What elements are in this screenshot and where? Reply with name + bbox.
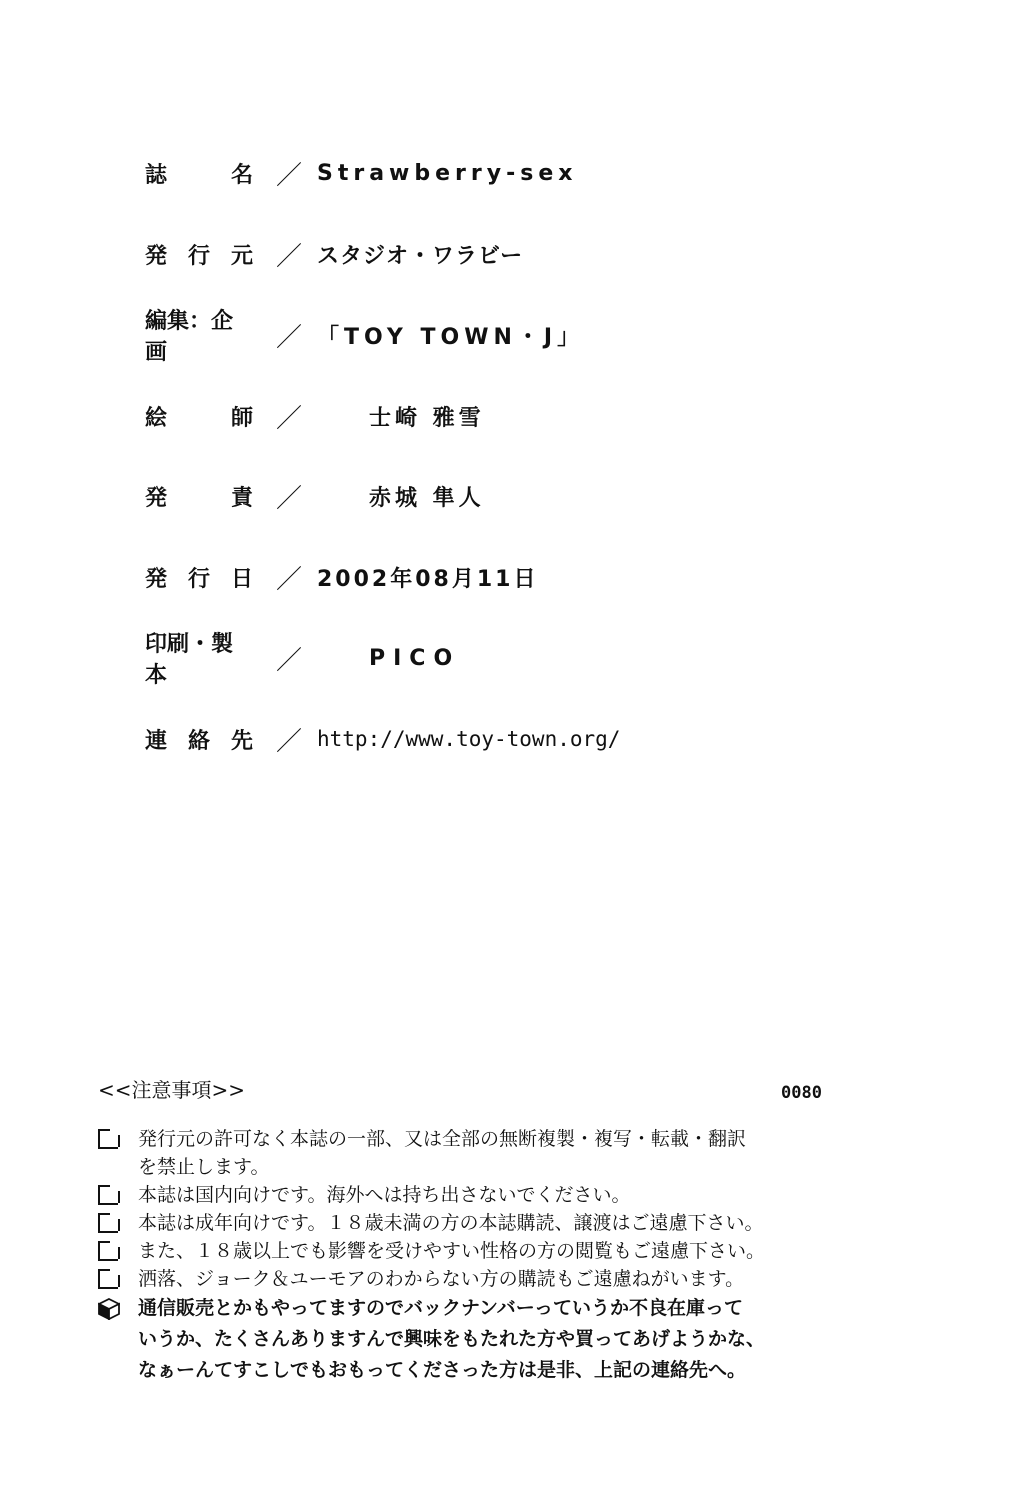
artist-value: 士崎 雅雪: [369, 405, 485, 431]
date-value: 2002年08月11日: [317, 566, 539, 592]
row-label: 誌 名: [145, 162, 253, 188]
checkbox-icon: [98, 1129, 118, 1149]
checkbox-icon: [98, 1269, 118, 1289]
slash-separator: ／: [275, 322, 302, 353]
list-item: [98, 1209, 858, 1237]
row-label: 連 絡 先: [145, 728, 253, 754]
checkbox-icon: [98, 1241, 118, 1261]
slash-separator: ／: [275, 645, 302, 676]
list-item: [98, 1293, 858, 1386]
cube-icon: [98, 1298, 120, 1320]
colophon-row-editing: [145, 309, 905, 365]
list-item: [98, 1125, 858, 1181]
slash-separator: ／: [275, 726, 302, 757]
note-text: 洒落、ジョーク＆ユーモアのわからない方の購読もご遠慮ねがいます。: [138, 1268, 745, 1290]
slash-separator: ／: [275, 403, 302, 434]
note-text: 本誌は成年向けです。１８歳未満の方の本誌購読、譲渡はご遠慮下さい。: [138, 1212, 764, 1234]
colophon-row-printing: [145, 632, 905, 688]
publisher-value: スタジオ・ワラビー: [317, 243, 524, 269]
row-label: 発 行 日: [145, 566, 253, 592]
editing-value: 「TOY TOWN・J」: [317, 324, 585, 350]
checkbox-icon: [98, 1213, 118, 1233]
notes-list: [98, 1125, 858, 1386]
list-item: [98, 1181, 858, 1209]
slash-separator: ／: [275, 241, 302, 272]
note-text: 発行元の許可なく本誌の一部、又は全部の無断複製・複写・転載・翻訳 を禁止します。: [138, 1128, 747, 1178]
slash-separator: ／: [275, 160, 302, 191]
note-text: 本誌は国内向けです。海外へは持ち出さないでください。: [138, 1184, 631, 1206]
row-label: 編集：企画: [145, 309, 234, 365]
note-text: また、１８歳以上でも影響を受けやすい性格の方の閲覧もご遠慮下さい。: [138, 1240, 766, 1262]
colophon-row-contact: [145, 719, 905, 759]
colophon-row-publisher: [145, 234, 905, 274]
notes-header: <<注意事項>>: [98, 1078, 246, 1102]
note-text: 通信販売とかもやってますのでバックナンバーっていうか不良在庫って いうか、たくさんありますんで興味をもたれた方や買ってあげようかな、 なぁーんてすこしでもおもってくださった方は是非、上記の連絡先へ。: [138, 1297, 766, 1381]
printing-value: PICO: [369, 645, 461, 671]
title-value: Strawberry-sex: [317, 160, 578, 186]
page-number: 0080: [781, 1083, 822, 1103]
row-label: 印刷・製本: [145, 632, 234, 688]
colophon-row-date: [145, 557, 905, 597]
row-label: 発 責: [145, 485, 253, 511]
colophon-row-responsible: [145, 476, 905, 516]
list-item: [98, 1265, 858, 1293]
contact-url[interactable]: http://www.toy-town.org/: [317, 727, 621, 751]
slash-separator: ／: [275, 483, 302, 514]
row-label: 発 行 元: [145, 243, 253, 269]
row-label: 絵 師: [145, 405, 253, 431]
responsible-value: 赤城 隼人: [369, 485, 485, 511]
list-item: [98, 1237, 858, 1265]
checkbox-icon: [98, 1185, 118, 1205]
colophon-row-title: [145, 153, 905, 193]
slash-separator: ／: [275, 564, 302, 595]
colophon-row-artist: [145, 396, 905, 436]
